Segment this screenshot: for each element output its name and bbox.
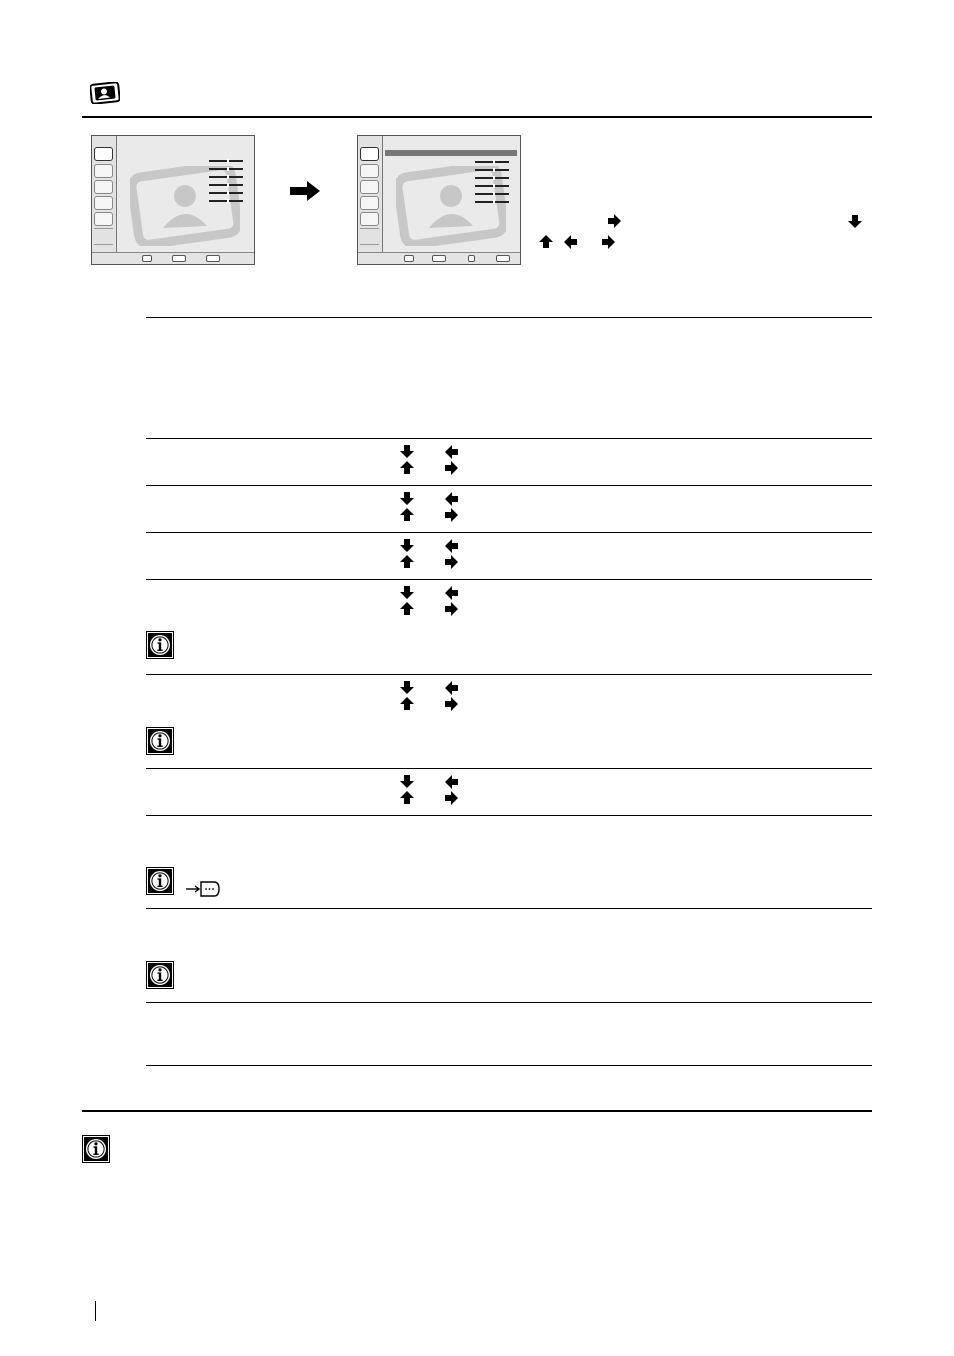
right-arrow-icon	[290, 181, 320, 201]
left-arrow-icon	[445, 492, 459, 506]
up-arrow-icon	[539, 235, 553, 249]
features-icon	[360, 180, 379, 194]
right-arrow-icon	[602, 235, 616, 249]
up-arrow-icon	[400, 555, 414, 569]
menu-screen-after	[357, 135, 521, 265]
table-rule	[146, 485, 872, 486]
up-arrow-icon	[400, 461, 414, 475]
adjust-arrows	[400, 445, 460, 481]
info-icon	[146, 961, 174, 989]
menu-slot	[360, 228, 379, 244]
adjust-arrows	[400, 775, 460, 811]
picture-icon	[360, 147, 379, 161]
menu-button-bar	[92, 252, 254, 264]
preset-icon	[94, 212, 113, 226]
right-arrow-icon	[445, 791, 459, 805]
menu-screen-before	[91, 135, 255, 265]
right-arrow-icon	[445, 508, 459, 522]
table-rule	[146, 768, 872, 769]
left-arrow-icon	[445, 681, 459, 695]
up-arrow-icon	[400, 508, 414, 522]
down-arrow-icon	[400, 492, 414, 506]
table-rule	[146, 579, 872, 580]
adjust-arrows	[400, 492, 460, 528]
left-arrow-icon	[445, 539, 459, 553]
table-rule	[146, 674, 872, 675]
info-icon	[146, 727, 174, 755]
table-rule	[146, 1065, 872, 1066]
adjust-arrows	[400, 681, 460, 717]
right-arrow-icon	[445, 461, 459, 475]
adjust-arrows	[400, 539, 460, 575]
down-arrow-icon	[400, 539, 414, 553]
table-rule	[146, 815, 872, 816]
menu-slot	[94, 228, 113, 244]
page-margin-mark	[95, 1301, 96, 1321]
setup-icon	[360, 196, 379, 210]
left-arrow-icon	[445, 775, 459, 789]
right-arrow-icon	[445, 697, 459, 711]
down-arrow-icon	[400, 775, 414, 789]
av-input-icon	[186, 880, 220, 898]
picture-watermark-icon	[130, 166, 240, 246]
table-rule	[146, 438, 872, 439]
sound-icon	[360, 164, 379, 178]
info-icon	[146, 867, 174, 895]
left-arrow-icon	[445, 586, 459, 600]
menu-sidebar	[92, 136, 117, 264]
table-rule	[146, 532, 872, 533]
table-rule	[146, 908, 872, 909]
footer-rule	[82, 1110, 872, 1112]
header-rule	[82, 116, 872, 118]
setup-icon	[94, 196, 113, 210]
adjust-arrows	[400, 586, 460, 622]
right-arrow-icon	[608, 214, 622, 228]
menu-highlight-bar	[385, 150, 517, 156]
up-arrow-icon	[400, 602, 414, 616]
down-arrow-icon	[400, 586, 414, 600]
down-arrow-icon	[400, 681, 414, 695]
down-arrow-icon	[400, 445, 414, 459]
right-arrow-icon	[445, 555, 459, 569]
menu-sidebar	[358, 136, 383, 264]
picture-icon	[94, 147, 113, 161]
info-icon	[82, 1135, 110, 1163]
left-arrow-icon	[445, 445, 459, 459]
down-arrow-icon	[848, 215, 862, 229]
menu-button-bar	[358, 252, 520, 264]
features-icon	[94, 180, 113, 194]
table-rule	[146, 1002, 872, 1003]
right-arrow-icon	[445, 602, 459, 616]
left-arrow-icon	[564, 235, 578, 249]
table-rule	[146, 317, 872, 318]
preset-icon	[360, 212, 379, 226]
picture-menu-icon	[90, 82, 120, 104]
info-icon	[146, 631, 174, 659]
up-arrow-icon	[400, 697, 414, 711]
sound-icon	[94, 164, 113, 178]
up-arrow-icon	[400, 791, 414, 805]
